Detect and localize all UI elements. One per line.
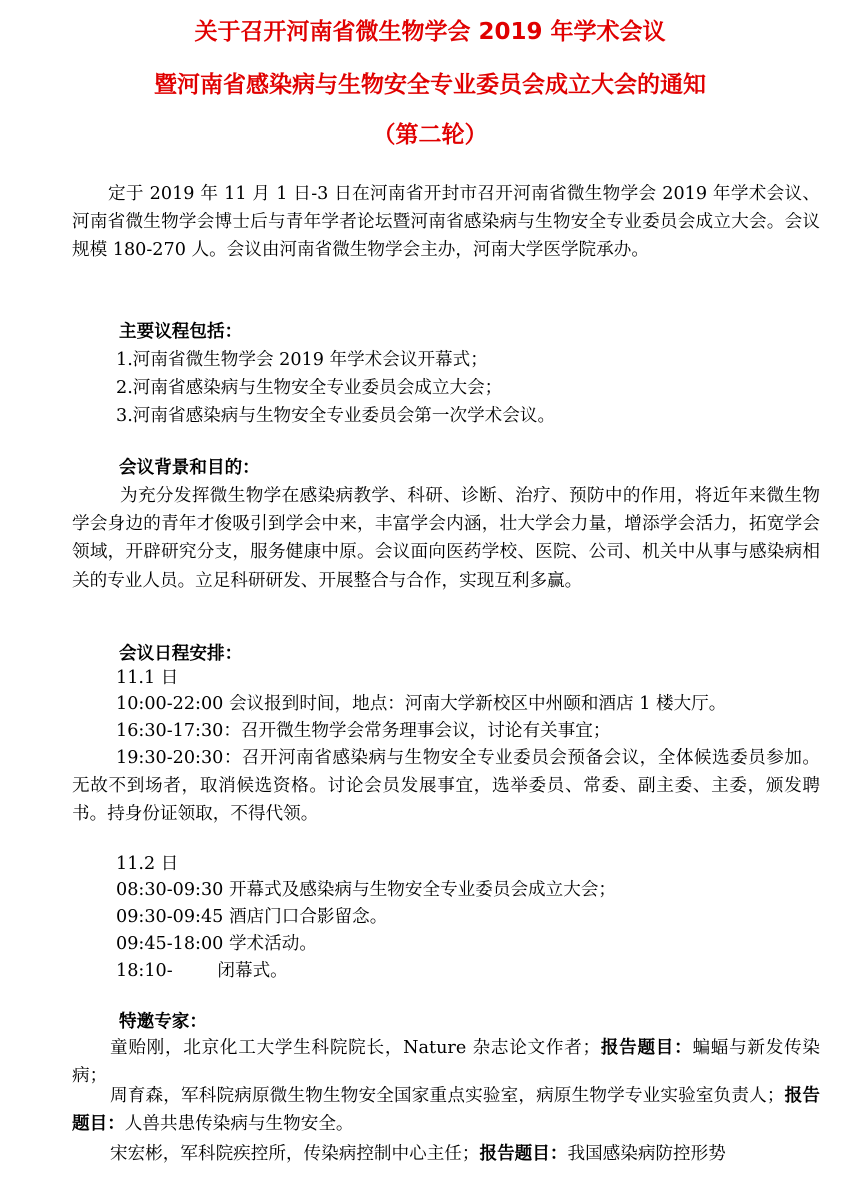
intro-paragraph: 定于 2019 年 11 月 1 日-3 日在河南省开封市召开河南省微生物学会 2019 年学术会议、河南省微生物学会博士后与青年学者论坛暨河南省感染病与生物安全专业委员会成立大会。会议规模 180-270 人。会议由河南省微生物学会主办，河南大学医学院承办。 (72, 184, 820, 261)
schedule-item: 09:30-09:45 酒店门口合影留念。 (116, 907, 388, 927)
agenda-item: 3.河南省感染病与生物安全专业委员会第一次学术会议。 (116, 406, 556, 426)
expert-topic: 人兽共患传染病与生物安全。 (124, 1114, 354, 1135)
title-line-1: 关于召开河南省微生物学会 2019 年学术会议 (194, 19, 666, 45)
schedule-item: 09:45-18:00 学术活动。 (116, 934, 317, 954)
experts-heading: 特邀专家： (119, 1012, 207, 1032)
day1-date: 11.1 日 (116, 668, 179, 688)
expert-entry (72, 1140, 820, 1168)
expert-intro: 童贻刚，北京化工大学生科院院长，Nature 杂志论文作者； (110, 1038, 601, 1058)
schedule-item: 18:10- 闭幕式。 (116, 961, 288, 981)
agenda-item: 2.河南省感染病与生物安全专业委员会成立大会； (116, 378, 503, 398)
schedule-item: 19:30-20:30：召开河南省感染病与生物安全专业委员会预备会议，全体候选委员参加。无故不到场者，取消候选资格。讨论会员发展事宜，选举委员、常委、副主委、主委，颁发聘书。持身份证领取，不得代领。 (72, 748, 820, 825)
agenda-item: 1.河南省微生物学会 2019 年学术会议开幕式； (116, 350, 488, 370)
report-label: 报告题目： (479, 1144, 568, 1164)
report-label: 报告题目： (72, 1086, 820, 1135)
background-heading: 会议背景和目的： (119, 458, 260, 478)
title-line-2: 暨河南省感染病与生物安全专业委员会成立大会的通知 (154, 72, 706, 98)
agenda-heading: 主要议程包括： (119, 322, 243, 342)
expert-topic: 蝙蝠与新发传染病； (72, 1038, 820, 1087)
expert-intro: 宋宏彬，军科院疾控所，传染病控制中心主任； (110, 1144, 480, 1164)
schedule-heading: 会议日程安排： (119, 644, 243, 664)
schedule-item: 10:00-22:00 会议报到时间，地点：河南大学新校区中州颐和酒店 1 楼大厅。 (116, 694, 727, 714)
expert-intro: 周育森，军科院病原微生物生物安全国家重点实验室，病原生物学专业实验室负责人； (110, 1086, 785, 1106)
report-label: 报告题目： (600, 1038, 693, 1058)
schedule-item: 08:30-09:30 开幕式及感染病与生物安全专业委员会成立大会； (116, 880, 617, 900)
title-line-3: （第二轮） (372, 122, 488, 148)
schedule-item: 16:30-17:30：召开微生物学会常务理事会议，讨论有关事宜； (116, 721, 611, 741)
background-paragraph: 为充分发挥微生物学在感染病教学、科研、诊断、治疗、预防中的作用，将近年来微生物学会身边的青年才俊吸引到学会中来，丰富学会内涵，壮大学会力量，增添学会活力，拓宽学会领域，开辟研究分支，服务健康中原。会议面向医药学校、医院、公司、机关中从事与感染病相关的专业人员。立足科研研发、开展整合与合作，实现互利多赢。 (72, 486, 820, 591)
day2-date: 11.2 日 (116, 854, 179, 874)
expert-topic: 我国感染病防控形势 (567, 1144, 726, 1164)
expert-entry (72, 1082, 820, 1138)
